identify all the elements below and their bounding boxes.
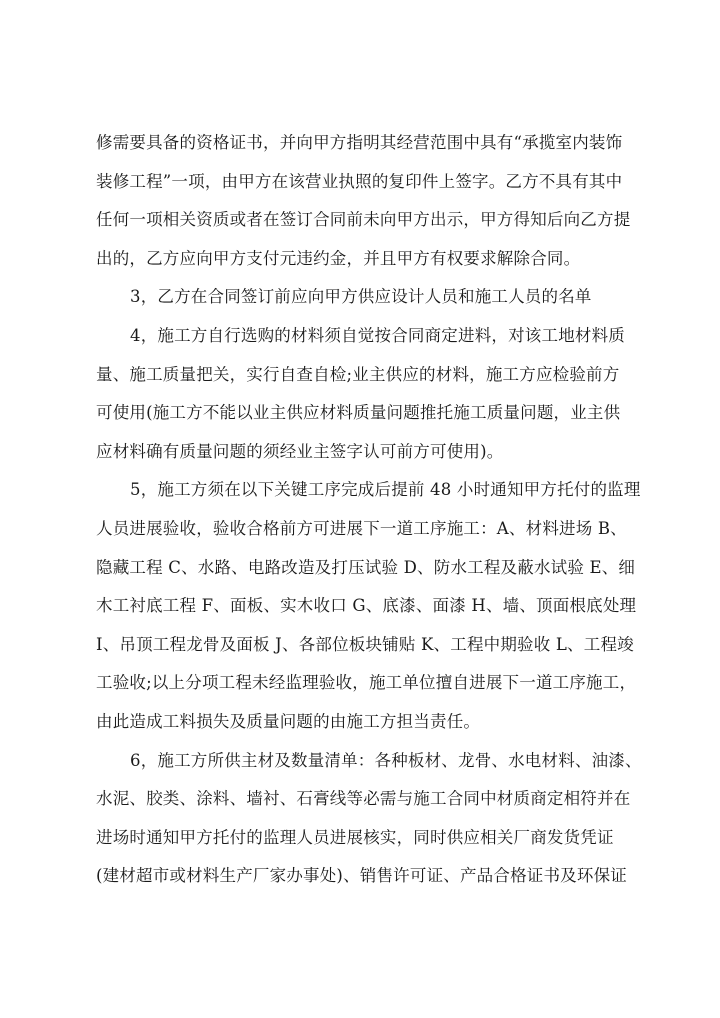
text-line: I、吊顶工程龙骨及面板 J、各部位板块铺贴 K、工程中期验收 L、工程竣 xyxy=(96,634,634,654)
clause-5-line: 5，施工方须在以下关键工序完成后提前 48 小时通知甲方托付的监理 xyxy=(130,480,641,500)
clause-4-line: 4，施工方自行选购的材料须自觉按合同商定进料，对该工地材料质 xyxy=(130,325,625,345)
text-line: 可使用(施工方不能以业主供应材料质量问题推托施工质量问题，业主供 xyxy=(96,403,621,423)
text-line: (建材超市或材料生产厂家办事处)、销售许可证、产品合格证书及环保证 xyxy=(96,866,627,886)
text-line: 修需要具备的资格证书，并向甲方指明其经营范围中具有“承揽室内装饰 xyxy=(96,133,623,152)
contract-text-body xyxy=(96,124,642,896)
text-line: 水泥、胶类、涂料、墙衬、石膏线等必需与施工合同中材质商定相符并在 xyxy=(96,789,631,809)
clause-3-line: 3，乙方在合同签订前应向甲方供应设计人员和施工人员的名单 xyxy=(130,287,592,307)
text-line: 装修工程”一项，由甲方在该营业执照的复印件上签字。乙方不具有其中 xyxy=(96,171,623,191)
text-line: 工验收;以上分项工程未经监理验收，施工单位擅自进展下一道工序施工， xyxy=(96,673,637,693)
text-line: 由此造成工料损失及质量问题的由施工方担当责任。 xyxy=(96,711,481,731)
text-line: 人员进展验收，验收合格前方可进展下一道工序施工：A、材料进场 B、 xyxy=(96,518,627,538)
text-line: 木工衬底工程 F、面板、实木收口 G、底漆、面漆 H、墙、顶面根底处理 xyxy=(96,596,637,616)
text-line: 量、施工质量把关，实行自查自检;业主供应的材料，施工方应检验前方 xyxy=(96,364,620,384)
text-line: 出的，乙方应向甲方支付元违约金，并且甲方有权要求解除合同。 xyxy=(96,248,581,268)
text-line: 应材料确有质量问题的须经业主签字认可前方可使用)。 xyxy=(96,441,504,461)
text-line: 隐藏工程 C、水路、电路改造及打压试验 D、防水工程及蔽水试验 E、细 xyxy=(96,557,636,577)
clause-6-line: 6，施工方所供主材及数量清单：各种板材、龙骨、水电材料、油漆、 xyxy=(130,750,642,770)
text-line: 进场时通知甲方托付的监理人员进展核实，同时供应相关厂商发货凭证 xyxy=(96,827,614,847)
text-line: 任何一项相关资质或者在签订合同前未向甲方出示，甲方得知后向乙方提 xyxy=(96,210,631,230)
